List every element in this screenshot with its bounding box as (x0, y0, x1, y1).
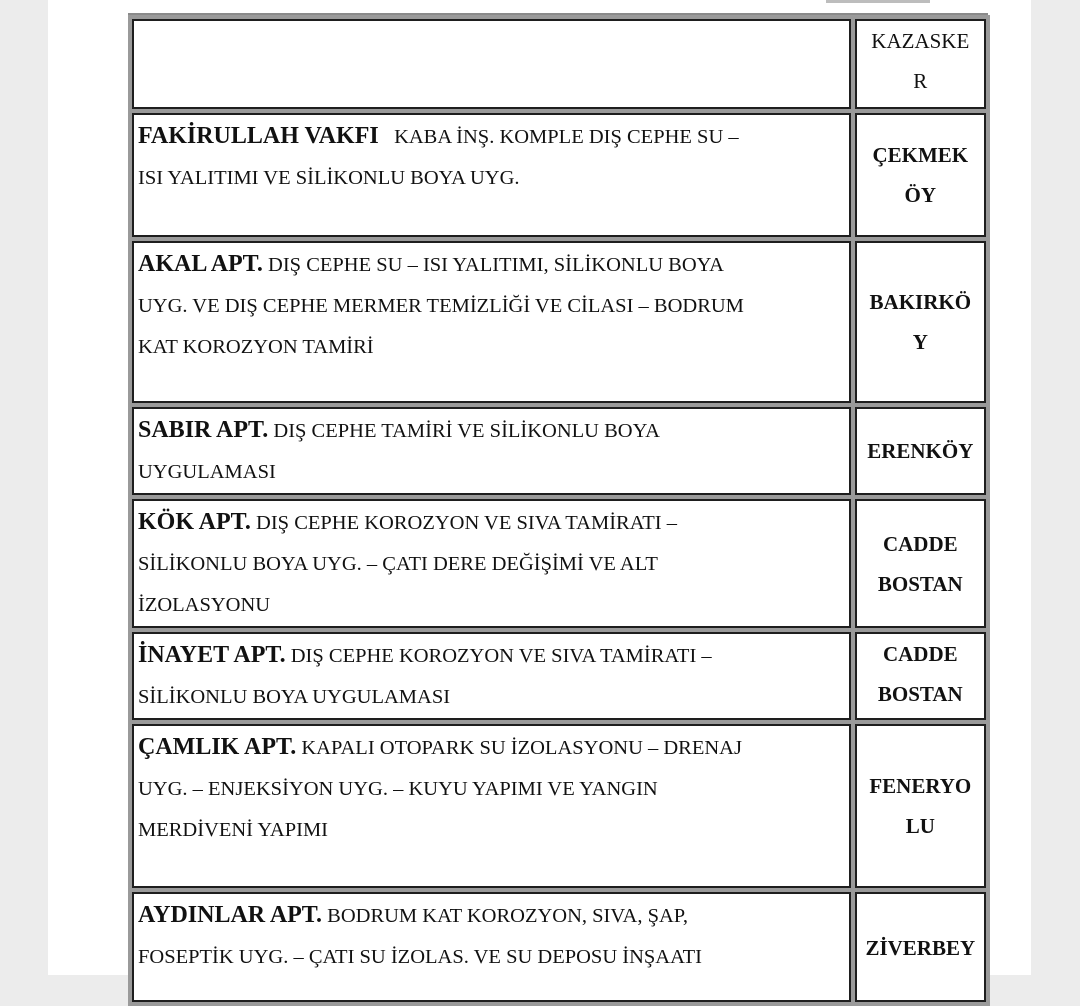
description-cell (132, 724, 851, 888)
work-description-line: MERDİVENİ YAPIMI (138, 819, 328, 841)
work-description-line: SİLİKONLU BOYA UYGULAMASI (138, 686, 451, 708)
location-line: LU (905, 814, 935, 838)
location-cell (855, 892, 986, 1002)
location-line: ZİVERBEY (865, 936, 976, 960)
description-cell-empty (132, 19, 851, 109)
work-description-line: KAPALI OTOPARK SU İZOLASYONU – DRENAJ (301, 737, 742, 759)
description-cell (132, 632, 851, 720)
work-description-line: KAT KOROZYON TAMİRİ (138, 336, 374, 358)
location-line: ÇEKMEK (872, 143, 969, 167)
building-name: İNAYET APT. (138, 642, 286, 668)
table-row (132, 632, 986, 720)
description-cell (132, 113, 851, 237)
work-description-line: UYG. VE DIŞ CEPHE MERMER TEMİZLİĞİ VE CİLASI – BODRUM (138, 295, 744, 317)
location-cell (855, 113, 986, 237)
building-name: ÇAMLIK APT. (138, 734, 297, 760)
location-line: BOSTAN (877, 571, 963, 596)
location-line: CADDE (882, 531, 958, 556)
building-name: AYDINLAR APT. (138, 902, 323, 928)
work-description-line: DIŞ CEPHE TAMİRİ VE SİLİKONLU BOYA (273, 420, 660, 442)
table-row (132, 113, 986, 237)
building-name: AKAL APT. (138, 251, 263, 277)
location-line: CADDE (882, 642, 958, 666)
work-description-line: SİLİKONLU BOYA UYG. – ÇATI DERE DEĞİŞİMİ VE ALT (138, 553, 658, 575)
page-top-mark (826, 0, 930, 3)
work-description-line: UYG. – ENJEKSİYON UYG. – KUYU YAPIMI VE YANGIN (138, 778, 658, 800)
projects-table (128, 15, 990, 1006)
table-row (132, 241, 986, 403)
location-cell (855, 241, 986, 403)
work-description-line: BODRUM KAT KOROZYON, SIVA, ŞAP, (327, 905, 689, 927)
work-description-line: DIŞ CEPHE SU – ISI YALITIMI, SİLİKONLU BOYA (268, 254, 724, 276)
table-row (132, 892, 986, 1002)
description-cell (132, 407, 851, 495)
work-description-line: ISI YALITIMI VE SİLİKONLU BOYA UYG. (138, 167, 520, 189)
work-description-line: DIŞ CEPHE KOROZYON VE SIVA TAMİRATI – (256, 512, 677, 534)
description-cell (132, 241, 851, 403)
location-line: R (913, 69, 928, 93)
building-name: FAKİRULLAH VAKFI (138, 123, 379, 149)
work-description-line: KABA İNŞ. KOMPLE DIŞ CEPHE SU – (394, 126, 739, 148)
location-line: Y (912, 330, 928, 354)
location-cell (855, 632, 986, 720)
location-line: BAKIRKÖ (869, 290, 972, 314)
table-row (132, 19, 986, 109)
building-name: KÖK APT. (138, 509, 251, 535)
location-line: BOSTAN (877, 682, 963, 706)
work-description-line: İZOLASYONU (138, 594, 271, 616)
location-line: ÖY (904, 183, 937, 207)
table-row (132, 407, 986, 495)
description-cell (132, 892, 851, 1002)
building-name: SABIR APT. (138, 417, 269, 443)
table-row (132, 724, 986, 888)
location-cell (855, 724, 986, 888)
location-cell (855, 499, 986, 628)
work-description-line: FOSEPTİK UYG. – ÇATI SU İZOLAS. VE SU DEPOSU İNŞAATI (138, 946, 702, 968)
description-cell (132, 499, 851, 628)
location-line: ERENKÖY (867, 439, 974, 463)
location-line: KAZASKE (871, 29, 970, 53)
work-description-line: UYGULAMASI (138, 461, 276, 483)
location-line: FENERYO (869, 774, 972, 798)
location-cell (855, 407, 986, 495)
work-description-line: DIŞ CEPHE KOROZYON VE SIVA TAMİRATI – (290, 645, 712, 667)
table-row (132, 499, 986, 628)
location-cell (855, 19, 986, 109)
